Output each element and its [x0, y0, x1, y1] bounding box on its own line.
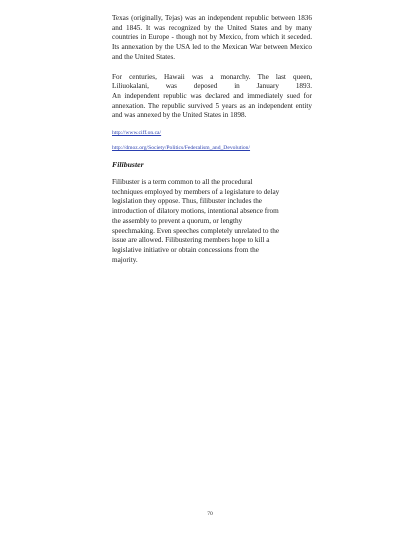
spacer	[112, 63, 312, 73]
filibuster-line: Filibuster is a term common to all the procedural	[112, 178, 253, 187]
dmoz-federalism-link[interactable]: http://dmoz.org/Society/Politics/Federalism_and_Devolution/	[112, 145, 251, 152]
document-page	[112, 14, 312, 265]
hawaii-line-2: Liliuokalani, was deposed in January 1893.	[112, 82, 312, 91]
filibuster-line: speechmaking. Even speeches completely unrelated to the	[112, 226, 280, 235]
spacer	[112, 170, 312, 178]
page-number: 70	[207, 511, 213, 517]
filibuster-line: the assembly to prevent a quorum, or lengthy	[112, 216, 243, 225]
spacer	[112, 152, 312, 160]
filibuster-line: issue are allowed. Filibustering members hope to kill a	[112, 236, 270, 245]
ciff-link[interactable]: http://www.ciff.on.ca/	[112, 130, 162, 137]
spacer	[112, 137, 312, 144]
filibuster-line: introduction of dilatory motions, intentional absence from	[112, 207, 279, 216]
filibuster-line: legislative initiative or obtain concessions from the	[112, 245, 259, 254]
hawaii-line-1: For centuries, Hawaii was a monarchy. The last queen,	[112, 72, 312, 81]
spacer	[112, 121, 312, 129]
filibuster-line: techniques employed by members of a legislature to delay	[112, 187, 280, 196]
hawaii-paragraph	[112, 73, 312, 122]
filibuster-line: legislation they oppose. Thus, filibuster includes the	[112, 197, 262, 206]
texas-paragraph: Texas (originally, Tejas) was an independent republic between 1836 and 1845. It was recognized by the United States and by many countries in Europe - though not by Mexico, from which it seceded. Its annexation by the USA led to the Mexican War between Mexico and the United States.	[112, 14, 312, 61]
hawaii-rest: An independent republic was declared and immediately sued for annexation. The republic survived 5 years as an independent entity and was annexed by the United States in 1898.	[112, 91, 312, 120]
section-heading: Filibuster	[112, 160, 144, 170]
filibuster-paragraph	[112, 178, 312, 265]
filibuster-line: majority.	[112, 255, 138, 264]
